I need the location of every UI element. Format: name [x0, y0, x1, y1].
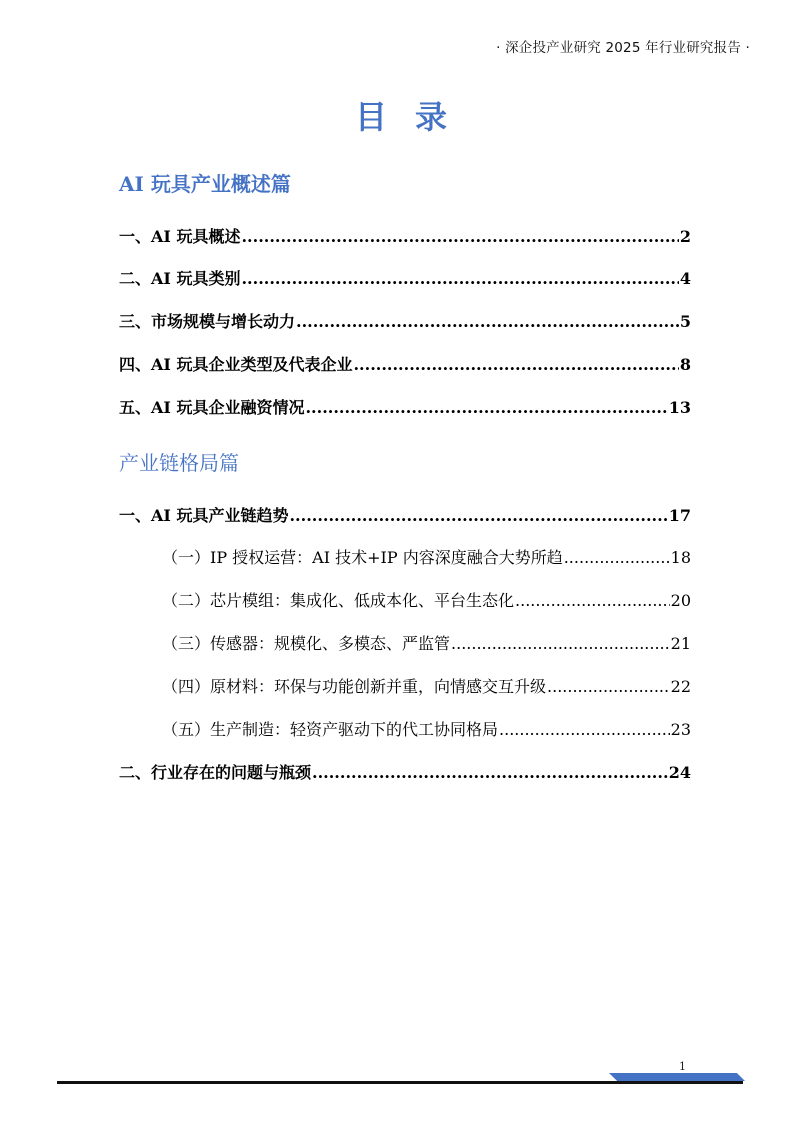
toc-entry[interactable] — [119, 395, 691, 417]
toc-leader-dots — [241, 269, 678, 288]
toc-entry[interactable] — [119, 503, 691, 525]
toc-entry-text: 二、行业存在的问题与瓶颈 — [119, 763, 312, 782]
toc-leader-dots — [296, 312, 679, 331]
toc-entry[interactable] — [119, 760, 691, 782]
toc-leader-dots — [312, 763, 668, 782]
toc-entry-text: （三）传感器：规模化、多模态、严监管 — [162, 634, 451, 653]
toc-entry-text: （五）生产制造：轻资产驱动下的代工协同格局 — [162, 720, 499, 739]
page-title: 目录 — [354, 98, 475, 136]
toc-entry-page: 2 — [679, 227, 691, 246]
toc-entry-text: 四、AI 玩具企业类型及代表企业 — [119, 355, 353, 374]
toc-leader-dots — [241, 227, 678, 246]
toc-leader-dots — [564, 548, 670, 567]
footer-rule — [57, 1081, 743, 1084]
toc-entry-page: 24 — [668, 763, 691, 782]
toc-subentry[interactable] — [162, 588, 691, 610]
toc-entry-page: 4 — [679, 269, 691, 288]
toc-entry-text: 二、AI 玩具类别 — [119, 269, 241, 288]
toc-entry-text: （四）原材料：环保与功能创新并重，向情感交互升级 — [162, 677, 547, 696]
toc-leader-dots — [499, 720, 670, 739]
toc-entry-page: 22 — [670, 677, 691, 696]
toc-entry-page: 5 — [679, 312, 691, 331]
toc-entry-page: 23 — [670, 720, 691, 739]
section-heading-overview: AI 玩具产业概述篇 — [119, 172, 291, 196]
toc-entry-text: （一）IP 授权运营：AI 技术+IP 内容深度融合大势所趋 — [162, 548, 563, 567]
toc-entry[interactable] — [119, 352, 691, 374]
toc-entry-text: 一、AI 玩具概述 — [119, 227, 241, 246]
toc-entry-page: 21 — [670, 634, 691, 653]
toc-leader-dots — [289, 506, 667, 525]
toc-entry-page: 8 — [679, 355, 691, 374]
toc-leader-dots — [515, 591, 670, 610]
toc-subentry[interactable] — [162, 631, 691, 653]
toc-entry[interactable] — [119, 266, 691, 288]
toc-leader-dots — [547, 677, 670, 696]
toc-entry-text: 一、AI 玩具产业链趋势 — [119, 506, 289, 525]
toc-subentry[interactable] — [162, 545, 691, 567]
toc-entry-page: 18 — [670, 548, 691, 567]
toc-leader-dots — [353, 355, 678, 374]
toc-entry-text: 三、市场规模与增长动力 — [119, 312, 296, 331]
toc-leader-dots — [451, 634, 670, 653]
toc-entry[interactable] — [119, 224, 691, 246]
toc-leader-dots — [305, 398, 667, 417]
report-header: · 深企投产业研究 2025 年行业研究报告 · — [496, 40, 750, 56]
footer-accent-bar — [609, 1073, 745, 1081]
toc-entry-page: 20 — [670, 591, 691, 610]
toc-entry[interactable] — [119, 309, 691, 331]
toc-subentry[interactable] — [162, 717, 691, 739]
toc-subentry[interactable] — [162, 674, 691, 696]
section-heading-industry-chain: 产业链格局篇 — [119, 451, 239, 475]
toc-entry-page: 13 — [668, 398, 691, 417]
toc-entry-text: （二）芯片模组：集成化、低成本化、平台生态化 — [162, 591, 515, 610]
page-number: 1 — [679, 1060, 686, 1073]
toc-entry-page: 17 — [668, 506, 691, 525]
toc-entry-text: 五、AI 玩具企业融资情况 — [119, 398, 305, 417]
